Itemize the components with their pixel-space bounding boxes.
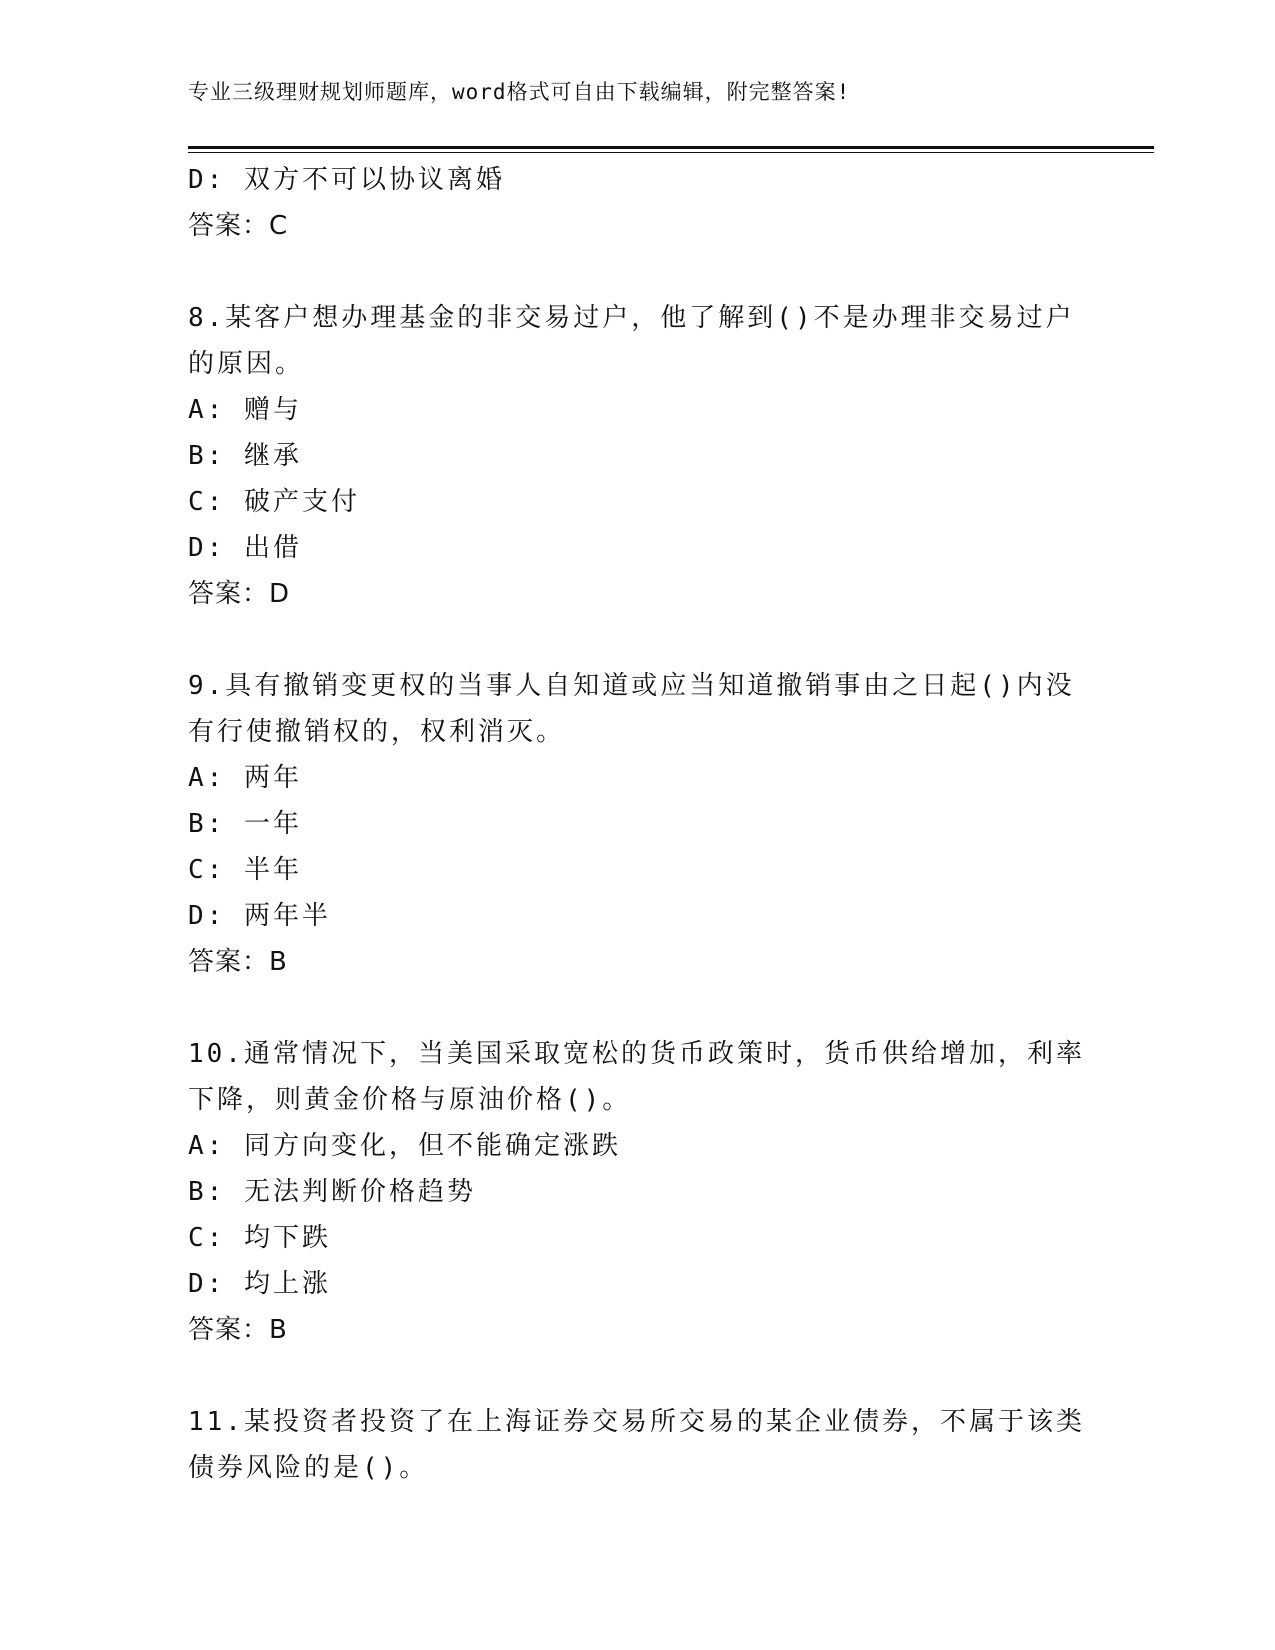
option-c: C: 半年 xyxy=(188,855,302,885)
question-list xyxy=(188,157,1088,1491)
question-stem: 债券风险的是()。 xyxy=(188,1453,429,1483)
question-10 xyxy=(188,1031,1088,1353)
spacer xyxy=(188,985,1088,1031)
option-b: B: 继承 xyxy=(188,441,302,471)
spacer xyxy=(188,617,1088,663)
question-8 xyxy=(188,295,1088,617)
option-a: A: 两年 xyxy=(188,763,302,793)
prev-option-d: D: 双方不可以协议离婚 xyxy=(188,165,505,195)
answer: 答案：B xyxy=(188,947,288,977)
option-c: C: 均下跌 xyxy=(188,1223,331,1253)
question-stem: 10.通常情况下，当美国采取宽松的货币政策时，货币供给增加，利率 xyxy=(188,1039,1085,1069)
header-divider-thick xyxy=(188,146,1154,149)
question-9 xyxy=(188,663,1088,985)
page-header: 专业三级理财规划师题库，word格式可自由下载编辑，附完整答案! xyxy=(188,80,851,104)
option-b: B: 无法判断价格趋势 xyxy=(188,1177,476,1207)
question-stem: 8.某客户想办理基金的非交易过户，他了解到()不是办理非交易过户 xyxy=(188,303,1075,333)
header-divider-thin xyxy=(188,152,1154,153)
answer: 答案：D xyxy=(188,579,291,609)
option-a: A: 同方向变化，但不能确定涨跌 xyxy=(188,1131,621,1161)
option-d: D: 两年半 xyxy=(188,901,331,931)
question-stem: 的原因。 xyxy=(188,349,305,379)
question-stem: 9.具有撤销变更权的当事人自知道或应当知道撤销事由之日起()内没 xyxy=(188,671,1075,701)
spacer xyxy=(188,1353,1088,1399)
option-d: D: 出借 xyxy=(188,533,302,563)
option-a: A: 赠与 xyxy=(188,395,302,425)
prev-answer: 答案：C xyxy=(188,211,289,241)
option-d: D: 均上涨 xyxy=(188,1269,331,1299)
question-11 xyxy=(188,1399,1088,1491)
spacer xyxy=(188,249,1088,295)
answer: 答案：B xyxy=(188,1315,288,1345)
option-b: B: 一年 xyxy=(188,809,302,839)
question-stem: 下降，则黄金价格与原油价格()。 xyxy=(188,1085,632,1115)
question-stem: 11.某投资者投资了在上海证券交易所交易的某企业债券，不属于该类 xyxy=(188,1407,1085,1437)
option-c: C: 破产支付 xyxy=(188,487,360,517)
question-stem: 有行使撤销权的，权利消灭。 xyxy=(188,717,566,747)
